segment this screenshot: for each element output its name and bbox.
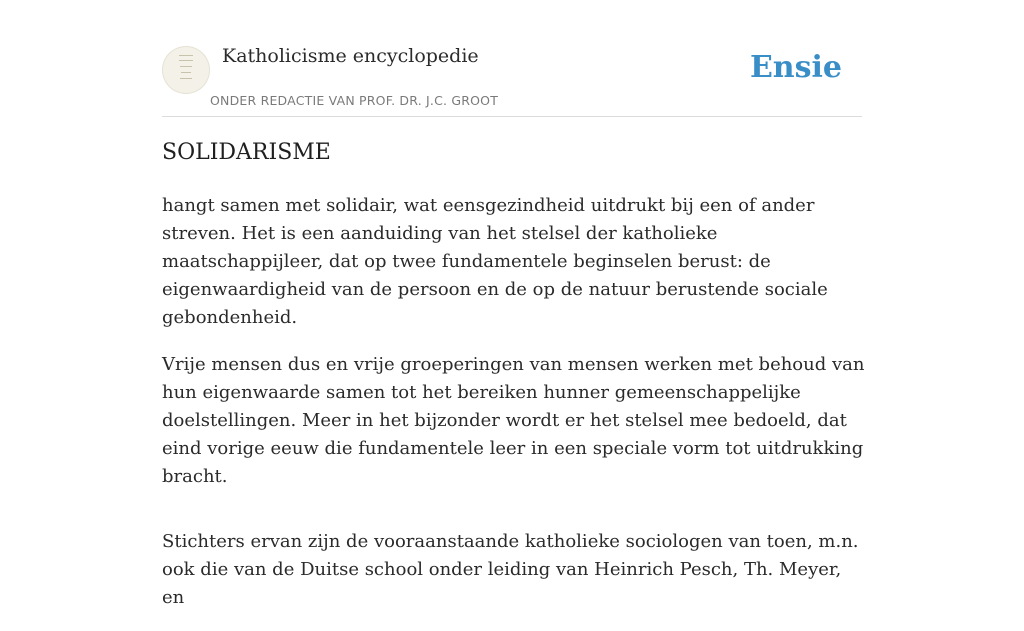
book-cover-thumbnail[interactable] (162, 46, 210, 94)
site-title[interactable]: Katholicisme encyclopedie (222, 45, 479, 67)
brand-logo[interactable]: Ensie (749, 50, 842, 85)
header (162, 0, 862, 117)
article-body (162, 192, 867, 631)
article-paragraph: Vrije mensen dus en vrije groeperingen van mensen werken met behoud van hun eigenwaarde samen tot het bereiken hunner gemeenschappelijke doelstellingen. Meer in het bijzonder wordt er het stelsel mee bedoeld, dat eind vorige eeuw die fundamentele leer in een speciale vorm tot uitdrukking bracht. (162, 354, 865, 487)
article-paragraph: Stichters ervan zijn de vooraanstaande katholieke sociologen van toen, m.n. ook die van de Duitse school onder leiding van Heinrich Pesch, Th. Meyer, en (162, 531, 859, 608)
site-subtitle: ONDER REDACTIE VAN PROF. DR. J.C. GROOT (210, 93, 499, 108)
article-title: SOLIDARISME (162, 140, 331, 165)
article-paragraph: hangt samen met solidair, wat eensgezindheid uitdrukt bij een of ander streven. Het is een aanduiding van het stelsel der katholieke maatschappijleer, dat op twee fundamentele beginselen berust: de eigenwaardigheid van de persoon en de op de natuur berustende sociale gebondenheid. (162, 195, 828, 328)
content-column (162, 0, 865, 608)
